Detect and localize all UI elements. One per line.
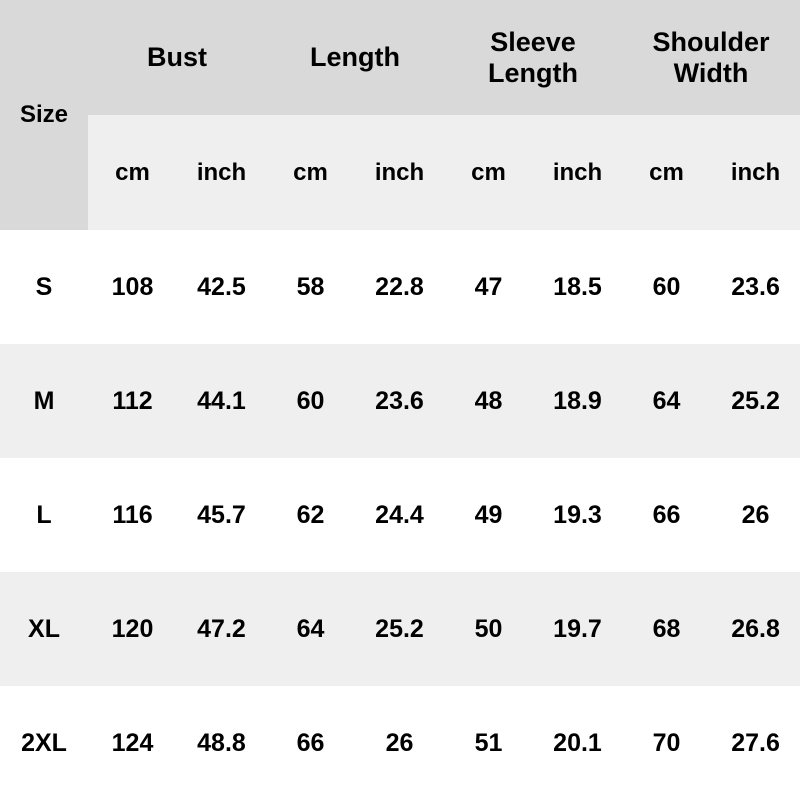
header-unit-sleeve-inch: inch [552,158,603,186]
cell-sleeve-inch: 20.1 [553,728,602,757]
cell-bust-cm: 120 [111,614,154,643]
table-header [0,0,800,230]
cell-sleeve-cm: 47 [474,272,503,301]
cell-sleeve-cm: 48 [474,386,503,415]
cell-length-inch: 26 [385,728,414,757]
cell-length-cm: 66 [296,728,325,757]
cell-shoulder-inch: 26 [741,500,770,529]
row-size-label: 2XL [21,728,67,757]
table-row [0,344,800,458]
cell-shoulder-inch: 27.6 [731,728,780,757]
cell-sleeve-inch: 18.5 [553,272,602,301]
cell-shoulder-cm: 64 [652,386,681,415]
header-unit-bust-inch: inch [196,158,247,186]
row-size-label: XL [28,614,60,643]
cell-bust-inch: 44.1 [197,386,246,415]
cell-length-cm: 62 [296,500,325,529]
cell-length-inch: 25.2 [375,614,424,643]
table-row [0,230,800,344]
row-size-label: M [33,386,55,415]
header-unit-length-inch: inch [374,158,425,186]
table-row [0,572,800,686]
row-size-label: S [35,272,53,301]
cell-shoulder-inch: 25.2 [731,386,780,415]
cell-shoulder-inch: 26.8 [731,614,780,643]
header-group-length: Length [310,42,400,73]
cell-length-cm: 58 [296,272,325,301]
row-size-label: L [36,500,52,529]
cell-bust-inch: 45.7 [197,500,246,529]
cell-length-inch: 22.8 [375,272,424,301]
header-group-bust: Bust [147,42,207,73]
cell-length-cm: 64 [296,614,325,643]
cell-shoulder-cm: 60 [652,272,681,301]
cell-bust-cm: 116 [112,500,153,529]
table-row [0,458,800,572]
cell-shoulder-cm: 70 [652,728,681,757]
header-row-units [0,115,800,230]
cell-shoulder-inch: 23.6 [731,272,780,301]
cell-bust-inch: 47.2 [197,614,246,643]
cell-length-inch: 24.4 [375,500,424,529]
cell-shoulder-cm: 66 [652,500,681,529]
cell-sleeve-inch: 19.7 [553,614,602,643]
header-size-label: Size [0,0,88,230]
header-group-sleeve-length: Sleeve Length [488,27,578,88]
table-row [0,686,800,800]
cell-bust-cm: 124 [111,728,154,757]
header-unit-sleeve-cm: cm [471,158,506,186]
cell-bust-cm: 108 [111,272,154,301]
cell-sleeve-cm: 49 [474,500,503,529]
header-unit-shoulder-inch: inch [730,158,781,186]
cell-sleeve-cm: 50 [474,614,503,643]
header-unit-shoulder-cm: cm [649,158,684,186]
cell-shoulder-cm: 68 [652,614,681,643]
header-group-shoulder-width: Shoulder Width [652,27,770,88]
table-body [0,230,800,800]
header-unit-length-cm: cm [293,158,328,186]
cell-sleeve-inch: 18.9 [553,386,602,415]
header-row-groups [0,0,800,115]
header-unit-bust-cm: cm [115,158,150,186]
cell-length-inch: 23.6 [375,386,424,415]
cell-sleeve-cm: 51 [474,728,503,757]
cell-bust-cm: 112 [112,386,153,415]
cell-bust-inch: 48.8 [197,728,246,757]
cell-bust-inch: 42.5 [197,272,246,301]
cell-sleeve-inch: 19.3 [553,500,602,529]
cell-length-cm: 60 [296,386,325,415]
